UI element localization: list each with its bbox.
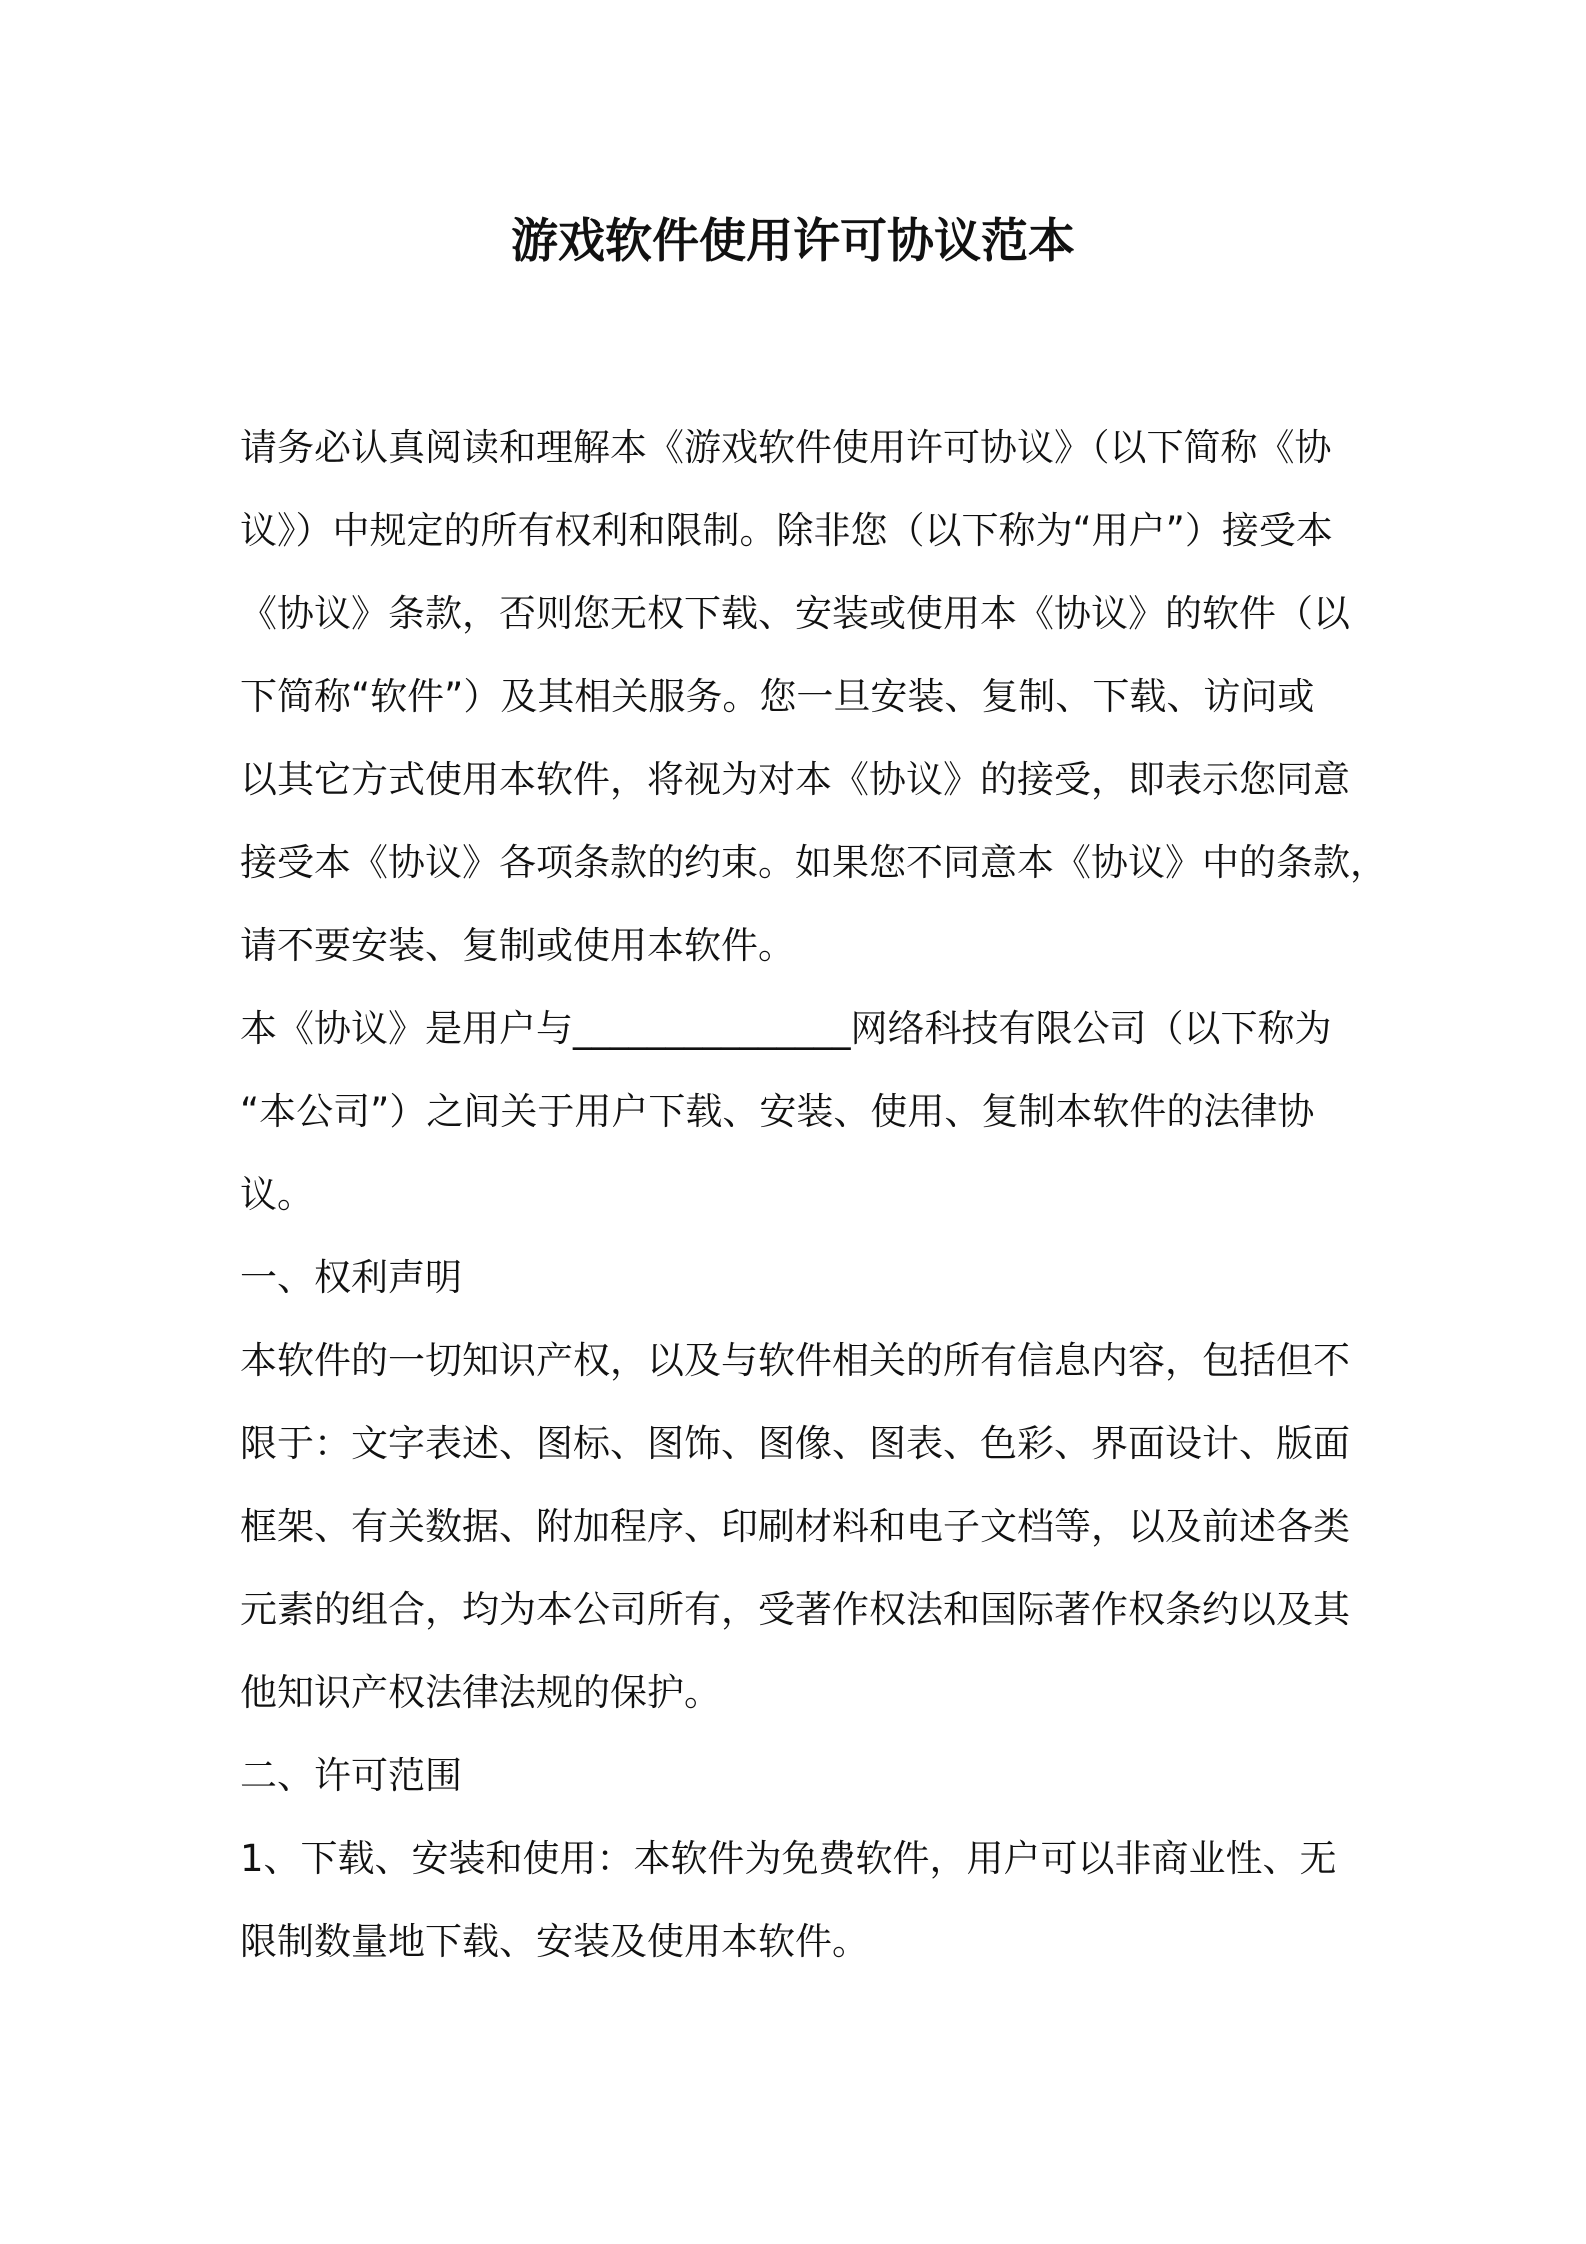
body-line: 元素的组合，均为本公司所有，受著作权法和国际著作权条约以及其 — [240, 1588, 1350, 1631]
body-line: 下简称“软件”）及其相关服务。您一旦安装、复制、下载、访问或 — [240, 675, 1315, 718]
section-heading-license-scope: 二、许可范围 — [240, 1754, 462, 1797]
body-line: 请不要安装、复制或使用本软件。 — [240, 924, 795, 967]
body-line: 限于：文字表述、图标、图饰、图像、图表、色彩、界面设计、版面 — [240, 1422, 1350, 1465]
body-line: 接受本《协议》各项条款的约束。如果您不同意本《协议》中的条款， — [240, 841, 1387, 884]
body-line: “本公司”）之间关于用户下载、安装、使用、复制本软件的法律协 — [240, 1090, 1315, 1133]
body-line: 以其它方式使用本软件，将视为对本《协议》的接受，即表示您同意 — [240, 758, 1350, 801]
body-line: 框架、有关数据、附加程序、印刷材料和电子文档等，以及前述各类 — [240, 1505, 1350, 1548]
body-line: 《协议》条款，否则您无权下载、安装或使用本《协议》的软件（以 — [240, 592, 1350, 635]
document-body — [240, 406, 1387, 1983]
body-line: 限制数量地下载、安装及使用本软件。 — [240, 1920, 869, 1963]
body-line: 他知识产权法律法规的保护。 — [240, 1671, 721, 1714]
body-line: 1、下载、安装和使用：本软件为免费软件，用户可以非商业性、无 — [240, 1837, 1337, 1880]
body-line: 议》）中规定的所有权利和限制。除非您（以下称为“用户”）接受本 — [240, 509, 1333, 552]
section-heading-rights: 一、权利声明 — [240, 1256, 462, 1299]
body-line: 本软件的一切知识产权，以及与软件相关的所有信息内容，包括但不 — [240, 1339, 1350, 1382]
document-title: 游戏软件使用许可协议范本 — [511, 214, 1075, 269]
body-line: 请务必认真阅读和理解本《游戏软件使用许可协议》（以下简称《协 — [240, 426, 1332, 469]
body-line: 本《协议》是用户与_______________网络科技有限公司（以下称为 — [240, 1007, 1332, 1050]
body-line: 议。 — [240, 1173, 314, 1216]
